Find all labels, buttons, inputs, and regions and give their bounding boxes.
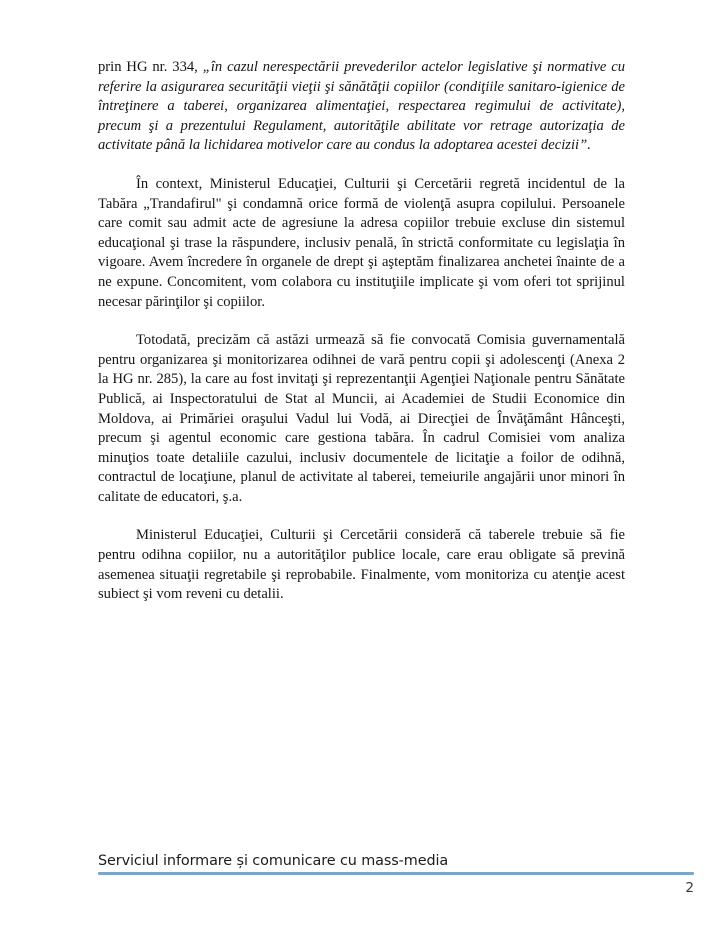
- quoted-legal-text: „în cazul nerespectării prevederilor actelor legislative şi normative cu referire la asigurarea securităţii vieţii şi sănătăţii copiilor (condiţiile sanitaro-igienice de întreţinere a taberei, organizarea alimentaţiei, respectarea regimului de activitate), precum şi a prezentului Regulament, autorităţile abilitate vor retrage autorizaţia de activitate până la lichidarea motivelor care au condus la adoptarea acestei decizii”.: [98, 59, 625, 154]
- footer-department-label: Serviciul informare și comunicare cu mass-media: [98, 853, 449, 869]
- paragraph-closing-statement: Ministerul Educaţiei, Culturii şi Cercetării consideră că taberele trebuie să fie pentru odihna copiilor, nu a autorităţilor publice locale, care erau obligate să prevină asemenea situaţii regretabile şi reprobabile. Finalmente, vom monitoriza cu atenţie acest subiect şi vom reveni cu detalii.: [98, 527, 625, 603]
- paragraph-context-statement: În context, Ministerul Educaţiei, Culturii şi Cercetării regretă incidentul de la Tabăra „Trandafirul" şi condamnă orice formă de violenţă asupra copilului. Persoanele care comit sau admit acte de agresiune la adresa copiilor trebuie excluse din sistemul educaţional şi trase la răspundere, inclusiv penală, în strictă conformitate cu legislaţia în vigoare. Avem încredere în organele de drept şi aşteptăm finalizarea anchetei înainte de a ne expune. Concomitent, vom colabora cu instituţiile implicate şi vom oferi tot sprijinul necesar părinţilor şi copiilor.: [98, 175, 625, 310]
- document-body: [98, 58, 625, 605]
- page-number: 2: [685, 880, 694, 896]
- paragraph-spacer: [98, 156, 625, 175]
- paragraph-quoted-legal-provision: [98, 58, 625, 156]
- paragraph-commission-convocation: Totodată, precizăm că astăzi urmează să fie convocată Comisia guvernamentală pentru organizarea şi monitorizarea odihnei de vară pentru copii şi adolescenţi (Anexa 2 la HG nr. 285), la care au fost invitaţi şi reprezentanţii Agenţiei Naţionale pentru Sănătate Publică, ai Inspectoratului de Stat al Muncii, ai Academiei de Studii Economice din Moldova, ai Primăriei oraşului Vadul lui Vodă, ai Direcţiei de Învăţământ Hânceşti, precum şi agentul economic care gestiona tabăra. În cadrul Comisiei vom analiza minuţios toate detaliile cazului, inclusiv documentele de licitaţie a foilor de odihnă, contractul de locaţiune, planul de activitate al taberei, temeiurile angajării unor minori în calitate de educatori, ş.a.: [98, 332, 625, 505]
- quote-lead-in: prin HG nr. 334,: [98, 59, 203, 75]
- paragraph-spacer: [98, 312, 625, 331]
- footer-content: [98, 852, 694, 896]
- page-footer: [0, 852, 720, 931]
- footer-divider: [98, 872, 694, 875]
- paragraph-spacer: [98, 507, 625, 526]
